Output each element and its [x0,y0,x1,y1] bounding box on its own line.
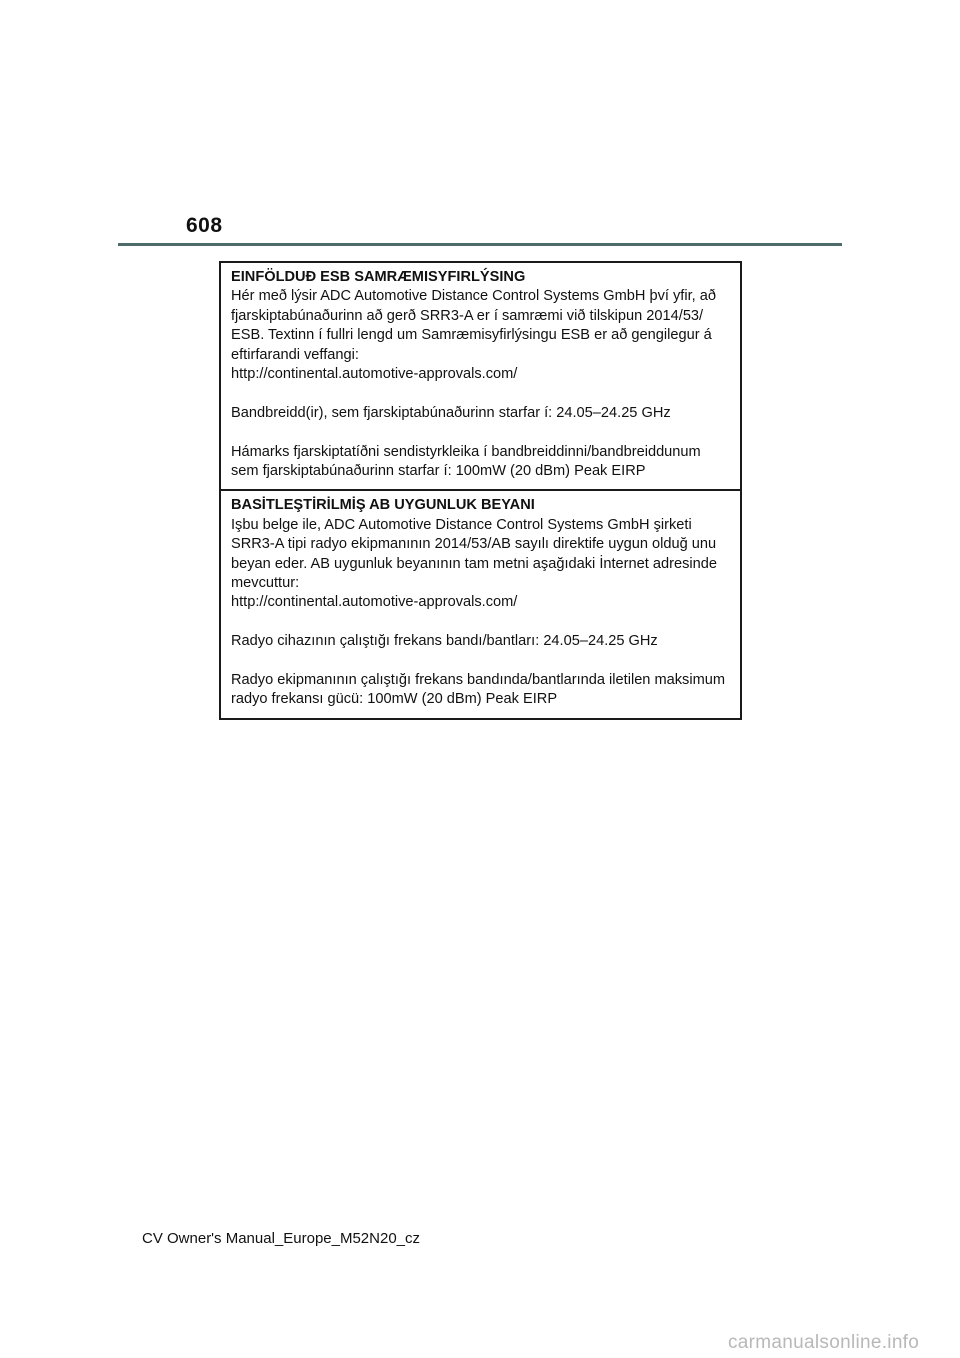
watermark-logo: carmanualsonline.info [728,1332,920,1353]
declaration-text: Hér með lýsir ADC Automotive Distance Control Systems GmbH því yfir, að fjarskiptabúnaðurinn að gerð SRR3-A er í samræmi við tilskipun 2014/53/ ESB. Textinn í fullri lengd um Samræmisyfirlýsingu ESB er að gengilegur á eftirfarandi veffangi: [231,288,716,363]
declaration-url: http://continental.automotive-approvals.com/ [231,366,518,383]
declaration-section-turkish [221,489,740,717]
frequency-band-text: Radyo cihazının çalıştığı frekans bandı/bantları: 24.05–24.25 GHz [231,633,658,650]
page-number: 608 [186,214,223,237]
header-rule [118,243,842,246]
declarations-box [219,261,742,720]
max-power-text: Radyo ekipmanının çalıştığı frekans bandında/bantlarında iletilen maksimum radyo frekansı gücü: 100mW (20 dBm) Peak EIRP [231,672,726,708]
declaration-text: Işbu belge ile, ADC Automotive Distance Control Systems GmbH şirketi SRR3-A tipi radyo ekipmanının 2014/53/AB sayılı direktife uygun olduğ unu beyan eder. AB uygunluk beyanının tam metni aşağıdaki İnternet adresinde mevcuttur: [231,516,717,592]
section-title: EINFÖLDUÐ ESB SAMRÆMISYFIRLÝSING [231,269,526,285]
frequency-band-text: Bandbreidd(ir), sem fjarskiptabúnaðurinn starfar í: 24.05–24.25 GHz [231,404,671,421]
footer-manual-name: CV Owner's Manual_Europe_M52N20_cz [142,1230,421,1247]
max-power-text: Hámarks fjarskiptatíðni sendistyrkleika í bandbreiddinni/bandbreiddunum sem fjarskiptabúnaðurinn starfar í: 100mW (20 dBm) Peak EIRP [231,443,701,480]
declaration-url: http://continental.automotive-approvals.com/ [231,594,518,611]
declaration-section-icelandic [221,263,740,489]
section-title: BASİTLEŞTİRİLMİŞ AB UYGUNLUK BEYANI [231,497,535,514]
